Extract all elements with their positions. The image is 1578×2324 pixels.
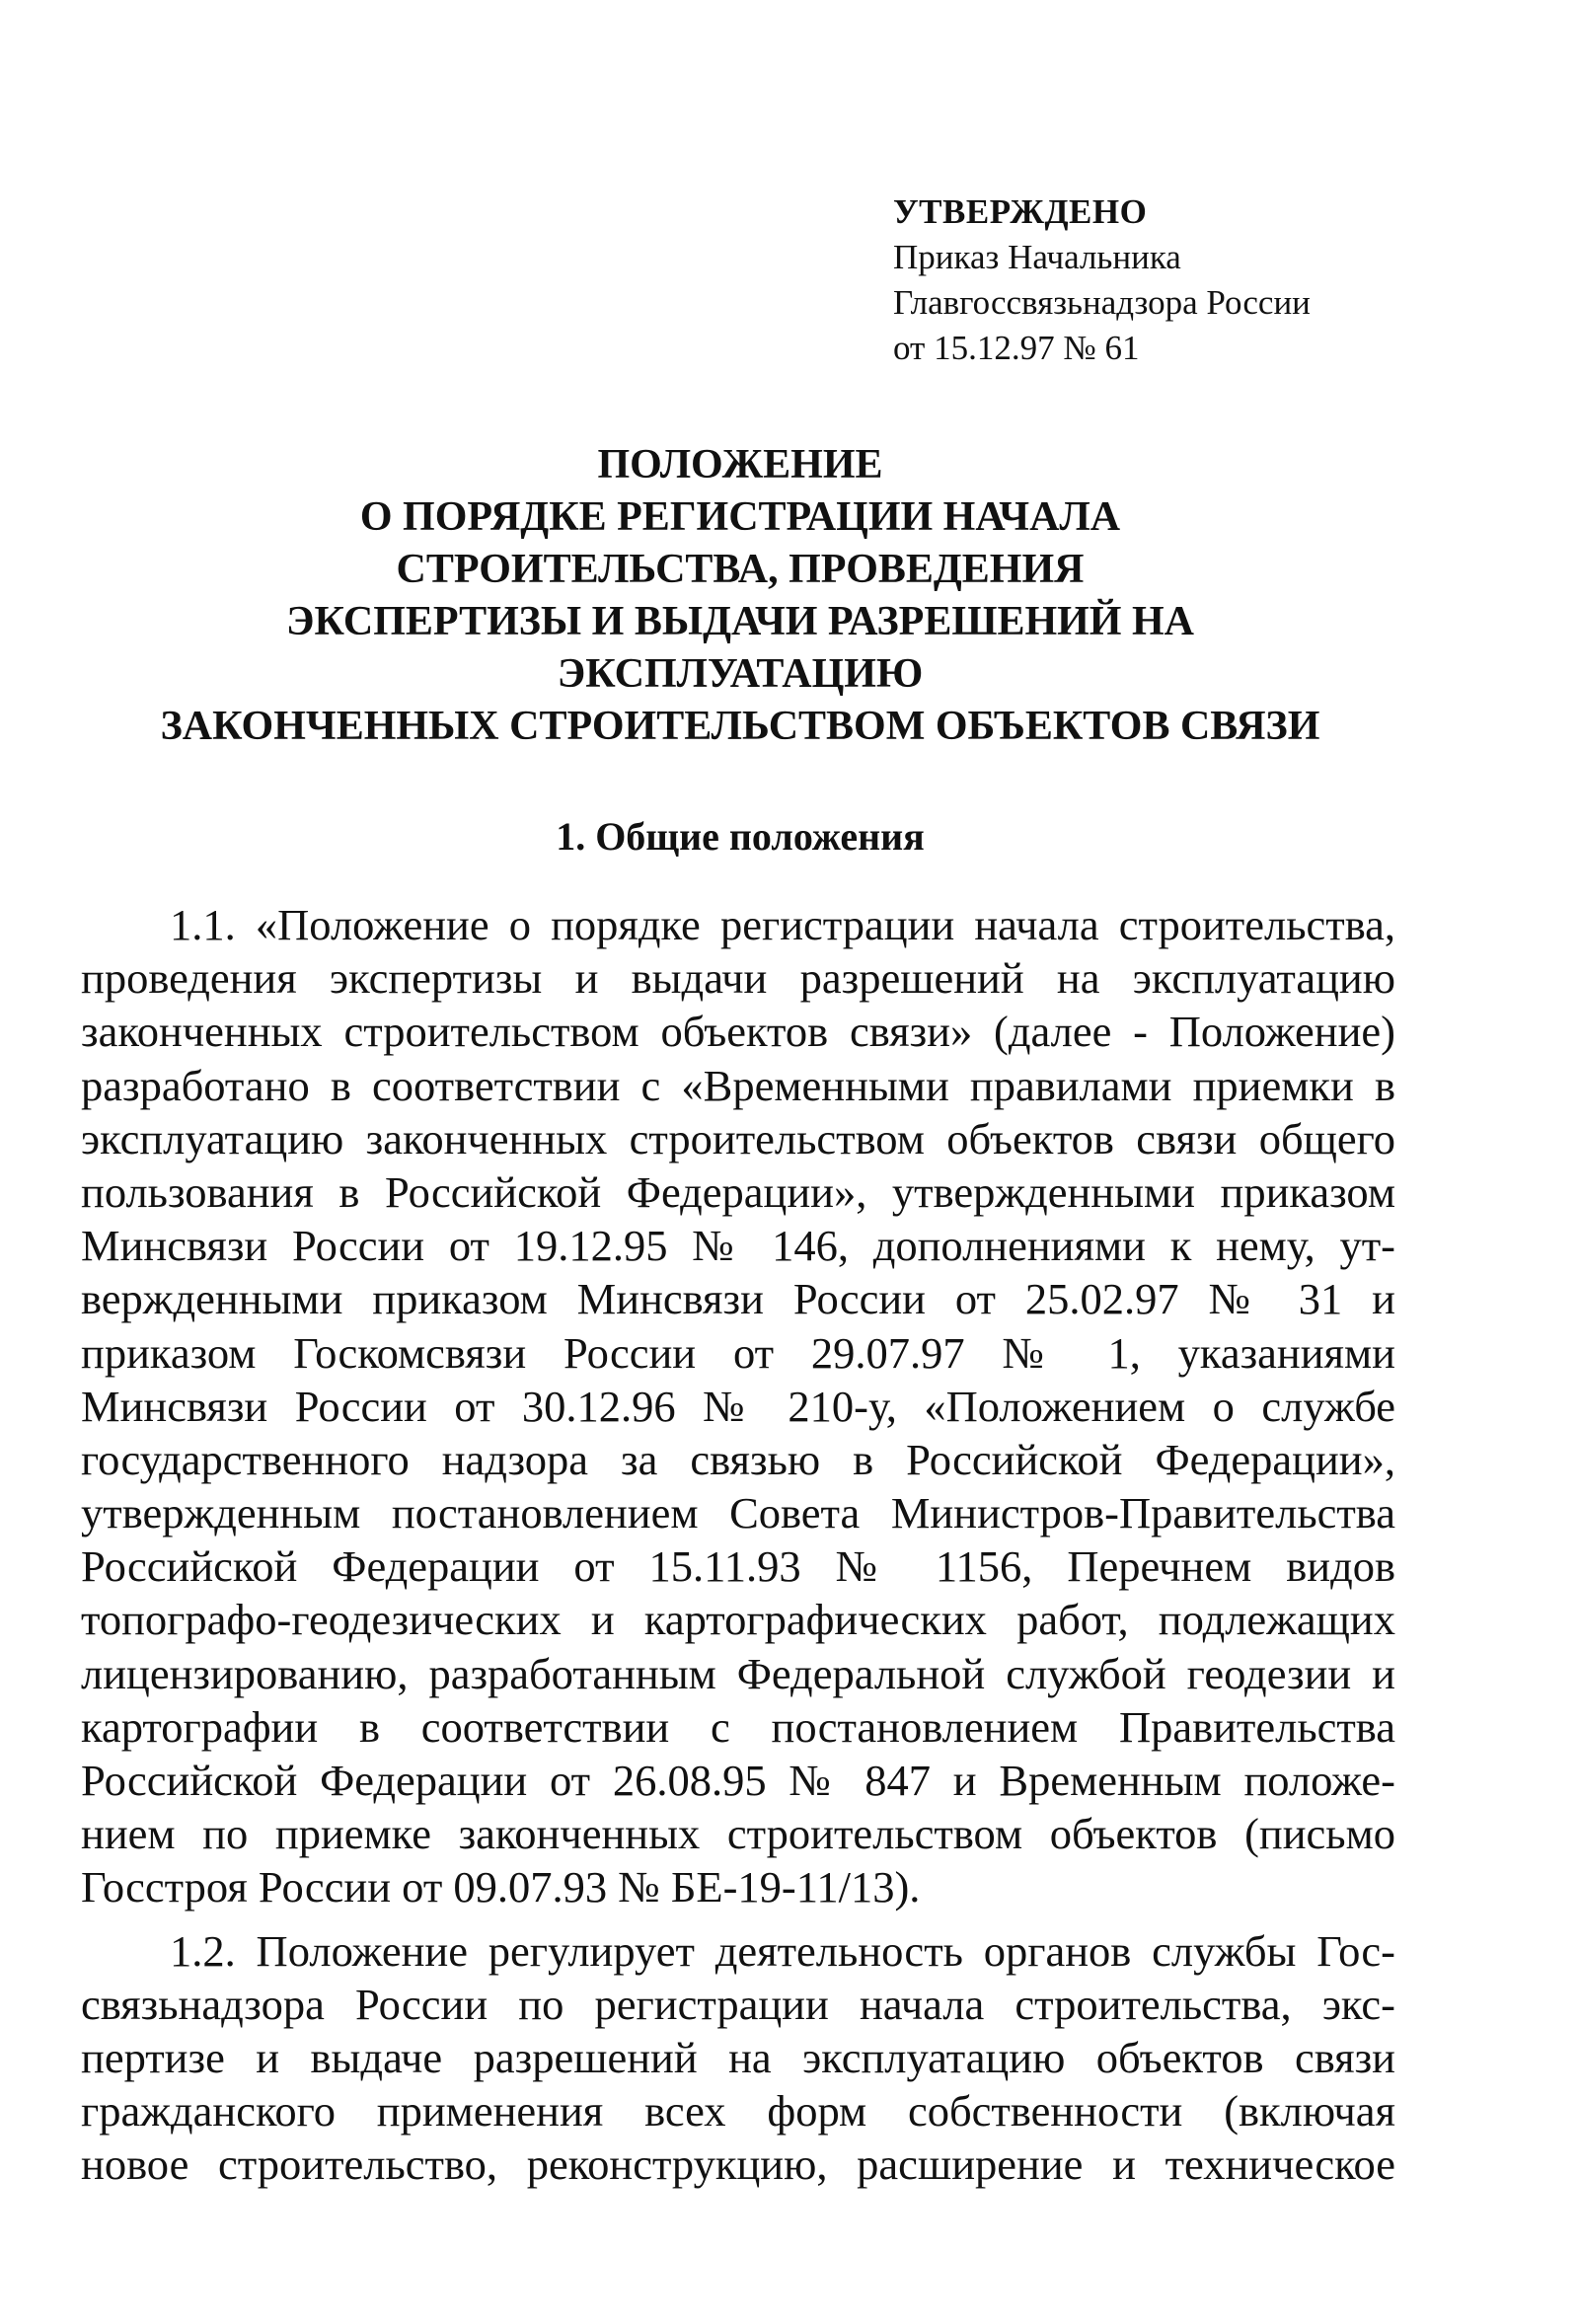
- paragraph-1-2-line: новое строительство, реконструкцию, расширение и техническое: [81, 2139, 1395, 2190]
- paragraph-1-1-line: нием по приемке законченных строительством объектов (письмо: [81, 1809, 1395, 1859]
- paragraph-1-1-line: Российской Федерации от 26.08.95 № 847 и Временным положе-: [81, 1756, 1395, 1805]
- paragraph-1-1-line: лицензированию, разработанным Федеральной службой геодезии и: [81, 1648, 1395, 1698]
- paragraph-1-1-line: 1.1. «Положение о порядке регистрации начала строительства,: [170, 900, 1395, 949]
- paragraph-1-1-line: приказом Госкомсвязи России от 29.07.97 № 1, указаниями: [81, 1327, 1395, 1378]
- paragraph-1-1-line: Госстроя России от 09.07.93 № БЕ-19-11/13).: [81, 1862, 921, 1912]
- approval-heading: УТВЕРЖДЕНО: [893, 192, 1148, 231]
- paragraph-1-1-line: Минсвязи России от 30.12.96 № 210-у, «Положением о службе: [81, 1381, 1395, 1431]
- paragraph-1-1-line: утвержденным постановлением Совета Министров-Правительства: [81, 1488, 1395, 1538]
- document-title: [59, 439, 1421, 753]
- paragraph-1-1-line: пользования в Российской Федерации», утвержденными приказом: [81, 1166, 1395, 1217]
- approval-date-line: от 15.12.97 № 61: [893, 329, 1140, 367]
- title-line: ЭКСПЕРТИЗЫ И ВЫДАЧИ РАЗРЕШЕНИЙ НА: [286, 599, 1194, 644]
- paragraph-1-1-line: картографии в соответствии с постановлением Правительства: [81, 1701, 1395, 1752]
- paragraph-1-2-line: гражданского применения всех форм собственности (включая: [81, 2086, 1395, 2137]
- title-line: ПОЛОЖЕНИЕ: [597, 442, 883, 487]
- approval-stamp: [893, 189, 1446, 371]
- approval-order-line: Приказ Начальника: [893, 238, 1181, 276]
- paragraph-1-1-line: государственного надзора за связью в Российской Федерации»,: [81, 1434, 1395, 1484]
- approval-agency-line: Главгоссвязьнадзора России: [893, 283, 1311, 322]
- title-line: ЗАКОНЧЕННЫХ СТРОИТЕЛЬСТВОМ ОБЪЕКТОВ СВЯЗИ: [160, 704, 1320, 749]
- paragraph-1-1-line: Российской Федерации от 15.11.93 № 1156, Перечнем видов: [81, 1541, 1395, 1592]
- title-line: СТРОИТЕЛЬСТВА, ПРОВЕДЕНИЯ: [396, 547, 1085, 592]
- paragraph-1-2-line: 1.2. Положение регулирует деятельность органов службы Гос-: [170, 1925, 1395, 1976]
- paragraph-1-1-line: топографо-геодезических и картографических работ, подлежащих: [81, 1595, 1395, 1645]
- paragraph-1-1-line: законченных строительством объектов связи» (далее - Положение): [81, 1007, 1395, 1057]
- title-line: О ПОРЯДКЕ РЕГИСТРАЦИИ НАЧАЛА: [359, 494, 1121, 540]
- paragraph-1-1-line: Минсвязи России от 19.12.95 № 146, дополнениями к нему, ут-: [81, 1221, 1395, 1271]
- section-heading: 1. Общие положения: [556, 814, 925, 859]
- paragraph-1-1-line: эксплуатацию законченных строительством объектов связи общего: [81, 1113, 1395, 1163]
- body-text: [81, 898, 1395, 2192]
- paragraph-1-1-line: разработано в соответствии с «Временными правилами приемки в: [81, 1060, 1395, 1110]
- title-line: ЭКСПЛУАТАЦИЮ: [557, 651, 924, 697]
- paragraph-1-1-line: вержденными приказом Минсвязи России от 25.02.97 № 31 и: [81, 1274, 1395, 1324]
- paragraph-1-2-line: связьнадзора России по регистрации начала строительства, экс-: [81, 1979, 1395, 2029]
- paragraph-1-2-line: пертизе и выдаче разрешений на эксплуатацию объектов связи: [81, 2032, 1395, 2082]
- paragraph-1-1-line: проведения экспертизы и выдачи разрешений на эксплуатацию: [81, 953, 1395, 1004]
